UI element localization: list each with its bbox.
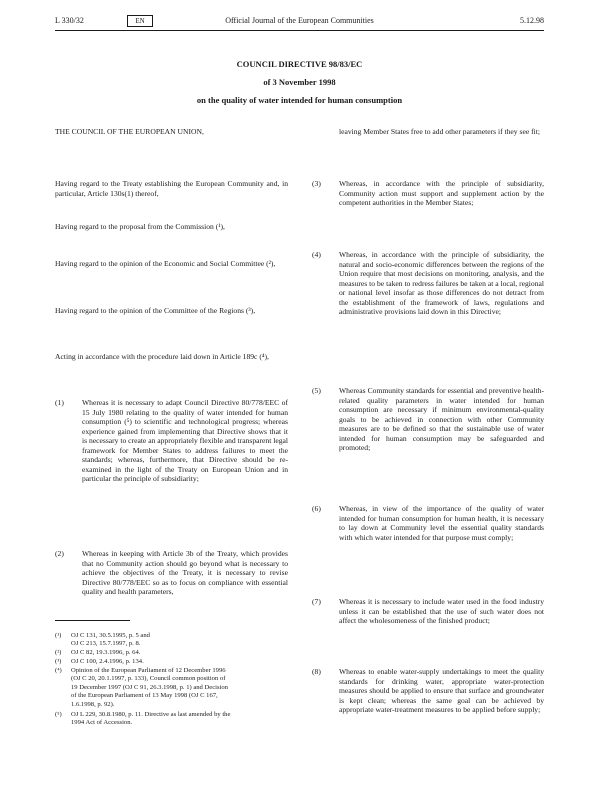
footnote-number: (¹) xyxy=(55,632,62,639)
footnote-number: (³) xyxy=(55,658,62,665)
footnote-text: OJ L 229, 30.8.1980, p. 11. Directive as last amended by the 1994 Act of Accession. xyxy=(71,711,231,727)
recital-text: Whereas, in accordance with the principle of subsidiarity, Community action must support and supplement action by the competent authorities in the Member States; xyxy=(339,179,544,207)
recital-number: (5) xyxy=(312,386,321,395)
page-reference: L 330/32 xyxy=(55,16,84,25)
citation-proposal: Having regard to the proposal from the Commission (¹), xyxy=(55,222,225,231)
recital-4 xyxy=(312,250,544,360)
recital-text: Whereas in keeping with Article 3b of the Treaty, which provides that no Community action should go beyond what is necessary to achieve the objectives of the Treaty, it is necessary to revise Directive 80/778/EEC so as to focus on compliance with essential quality and health parameters, xyxy=(82,549,288,596)
journal-title: Official Journal of the European Communities xyxy=(225,16,374,25)
citation-procedure: Acting in accordance with the procedure laid down in Article 189c (⁴), xyxy=(55,352,269,361)
recital-2 xyxy=(55,549,288,609)
recital-number: (6) xyxy=(312,504,321,513)
recital-number: (2) xyxy=(55,549,64,558)
footnote-text: OJ C 82, 19.3.1996, p. 64. xyxy=(71,649,141,656)
page-header xyxy=(55,14,544,28)
recital-text: Whereas Community standards for essential and preventive health-related quality parameters in water intended for human consumption are necessary if minimum environmental-quality goals to be achieved in connection with other Community measures are to be defined so that the sustainable use of water intended for human consumption may be safeguarded and promoted; xyxy=(339,386,544,452)
footnote-5 xyxy=(55,711,287,728)
recital-text: Whereas it is necessary to include water used in the food industry unless it can be established that the use of such water does not affect the wholesomeness of the finished product; xyxy=(339,597,544,625)
directive-date: of 3 November 1998 xyxy=(263,77,336,87)
footnote-text: OJ C 100, 2.4.1996, p. 134. xyxy=(71,658,144,665)
recital-6 xyxy=(312,504,544,574)
recital-text: Whereas, in view of the importance of the quality of water intended for human consumption for human health, it is necessary to lay down at Community level the essential quality standards with which water intended for that purpose must comply; xyxy=(339,504,544,542)
recital-2-continuation: leaving Member States free to add other parameters if they see fit; xyxy=(339,127,540,136)
header-divider xyxy=(55,30,544,31)
footnote-1 xyxy=(55,632,287,649)
directive-subject: on the quality of water intended for human consumption xyxy=(196,95,403,105)
recital-3 xyxy=(312,179,544,219)
footnote-number: (⁴) xyxy=(55,667,62,674)
recital-number: (4) xyxy=(312,250,321,259)
recital-number: (3) xyxy=(312,179,321,188)
recital-text: Whereas to enable water-supply undertakings to meet the quality standards for drinking water, appropriate water-protection measures should be applied to ensure that surface and groundwater is kept clean; whereas the same goal can be achieved by appropriate water-treatment measures to be applied before supply; xyxy=(339,667,544,714)
recital-number: (7) xyxy=(312,597,321,606)
footnote-2 xyxy=(55,649,287,658)
directive-title: COUNCIL DIRECTIVE 98/83/EC xyxy=(236,59,363,69)
recital-number: (8) xyxy=(312,667,321,676)
publication-date: 5.12.98 xyxy=(520,16,544,25)
recital-text: Whereas it is necessary to adapt Council Directive 80/778/EEC of 15 July 1980 relating to the quality of water intended for human consumption (⁵) to scientific and technological progress; whereas experience gained from implementing that Directive shows that it is necessary to create an appropriately flexible and transparent legal framework for Member States to address failures to meet the standards; whereas, furthermore, that Directive should be re-examined in the light of the Treaty on European Union and in particular the principle of subsidiarity; xyxy=(82,398,288,483)
citation-esc: Having regard to the opinion of the Economic and Social Committee (²), xyxy=(55,259,276,268)
citation-treaty: Having regard to the Treaty establishing the European Community and, in particular, Article 130s(1) thereof, xyxy=(55,179,288,198)
recital-number: (1) xyxy=(55,398,64,407)
language-badge: EN xyxy=(127,15,153,27)
recital-5 xyxy=(312,386,544,496)
footnote-4 xyxy=(55,667,287,710)
footnote-number: (²) xyxy=(55,649,62,656)
footnote-number: (⁵) xyxy=(55,711,62,718)
recital-1 xyxy=(55,398,288,523)
footnote-3 xyxy=(55,658,287,667)
citation-regions: Having regard to the opinion of the Committee of the Regions (³), xyxy=(55,306,256,315)
footnote-text: OJ C 131, 30.5.1995, p. 5 and OJ C 213, 15.7.1997, p. 8. xyxy=(71,632,150,648)
council-heading: THE COUNCIL OF THE EUROPEAN UNION, xyxy=(55,127,204,136)
recital-text: Whereas, in accordance with the principle of subsidiarity, the natural and socio-economic differences between the regions of the Union require that most decisions on monitoring, analysis, and the measures to be taken to redress failures be taken at a local, regional or national level insofar as those differences do not detract from the establishment of the framework of laws, regulations and administrative provisions laid down in this Directive; xyxy=(339,250,544,316)
recital-8 xyxy=(312,667,544,757)
footnote-text: Opinion of the European Parliament of 12 December 1996 (OJ C 20, 20.1.1997, p. 133), Council common position of 19 December 1997 (OJ C 91, 26.3.1998, p. 1) and Decision of the European Parliament of 13 May 1998 (OJ C 167, 1.6.1998, p. 92). xyxy=(71,667,228,708)
recital-7 xyxy=(312,597,544,647)
footnote-divider xyxy=(55,620,130,621)
